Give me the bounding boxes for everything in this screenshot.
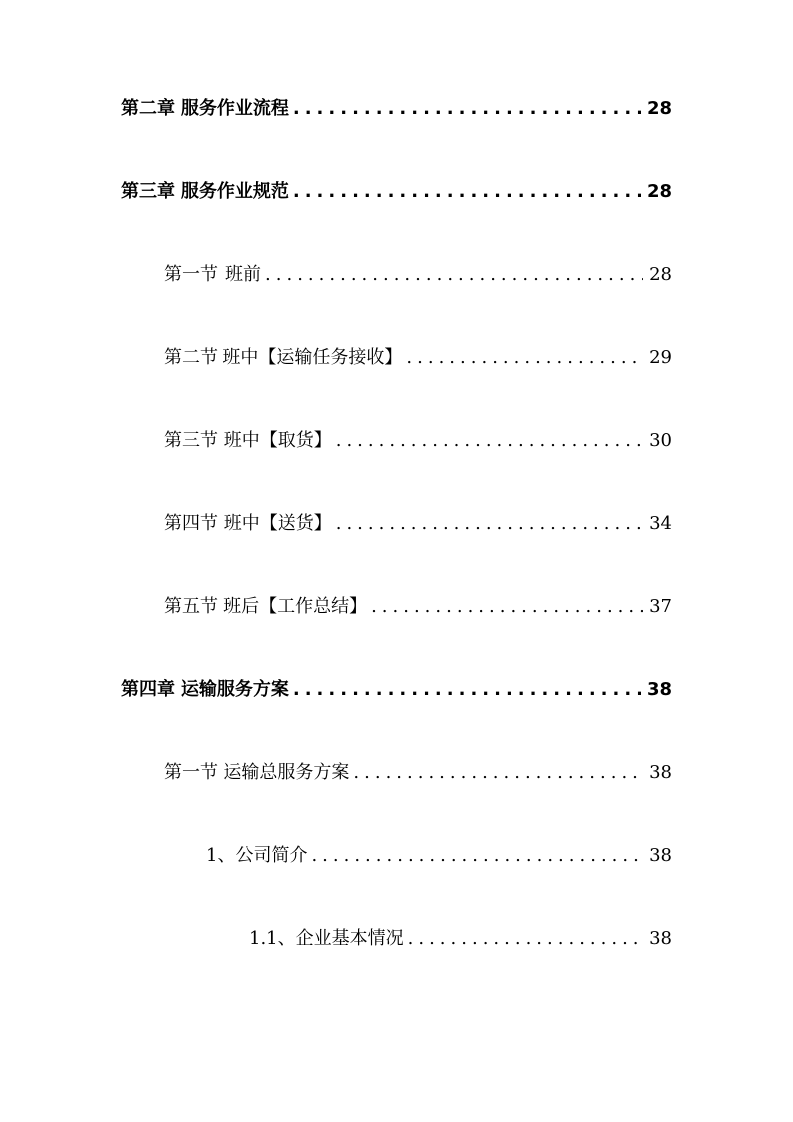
toc-page-number: 29 [649,347,672,368]
toc-entry-title: 运输总服务方案 [223,762,350,783]
toc-entry-number: 第一节 [164,762,218,783]
toc-page-number: 38 [649,845,672,866]
toc-entry-title: 服务作业流程 [180,98,289,119]
toc-dot-leader [293,180,641,204]
toc-entry-chapter-4[interactable] [121,678,672,702]
toc-entry-number: 第四节 [164,513,218,534]
toc-entry-section[interactable] [164,263,672,287]
toc-dot-leader [311,844,643,868]
toc-page-number: 28 [646,181,672,202]
toc-entry-number: 第四章 [121,679,175,700]
toc-entry-number: 1、 [206,845,236,866]
toc-entry-number: 第五节 [164,596,218,617]
toc-entry-section[interactable] [164,761,672,785]
toc-page-number: 28 [649,264,672,285]
toc-page-number: 37 [649,596,672,617]
toc-dot-leader [265,263,643,287]
toc-entry-number: 第二节 [164,347,218,368]
toc-dot-leader [406,346,643,370]
toc-page-number: 38 [649,762,672,783]
toc-entry-number: 第二章 [121,98,175,119]
toc-page-number: 34 [649,513,672,534]
toc-entry-number: 第三章 [121,181,175,202]
toc-entry-section[interactable] [164,429,672,453]
toc-page-number: 28 [646,98,672,119]
toc-dot-leader [293,678,641,702]
toc-entry-title: 公司简介 [235,845,308,866]
toc-page-number: 38 [649,928,672,949]
toc-entry-title: 班后【工作总结】 [223,596,368,617]
toc-dot-leader [336,429,643,453]
toc-entry-title: 班中【取货】 [223,430,332,451]
toc-entry-chapter-2[interactable] [121,97,672,121]
toc-entry-section[interactable] [164,346,672,370]
toc-entry-subsection[interactable] [206,844,672,868]
toc-entry-number: 第一节 [164,264,218,285]
toc-dot-leader [336,512,643,536]
toc-entry-title: 班中【运输任务接收】 [222,347,403,368]
toc-page-number: 30 [649,430,672,451]
toc-entry-title: 企业基本情况 [295,928,404,949]
toc-entry-number: 1.1、 [249,928,296,949]
toc-entry-title: 服务作业规范 [180,181,289,202]
toc-entry-section[interactable] [164,512,672,536]
toc-dot-leader [371,595,643,619]
toc-dot-leader [293,97,641,121]
toc-entry-title: 运输服务方案 [180,679,289,700]
toc-dot-leader [353,761,643,785]
toc-entry-chapter-3[interactable] [121,180,672,204]
toc-entry-title: 班前 [225,264,262,285]
toc-entry-number: 第三节 [164,430,218,451]
toc-entry-section[interactable] [164,595,672,619]
toc-dot-leader [408,927,643,951]
toc-page-number: 38 [646,679,672,700]
toc-entry-subsubsection[interactable] [249,927,672,951]
toc-entry-title: 班中【送货】 [223,513,332,534]
